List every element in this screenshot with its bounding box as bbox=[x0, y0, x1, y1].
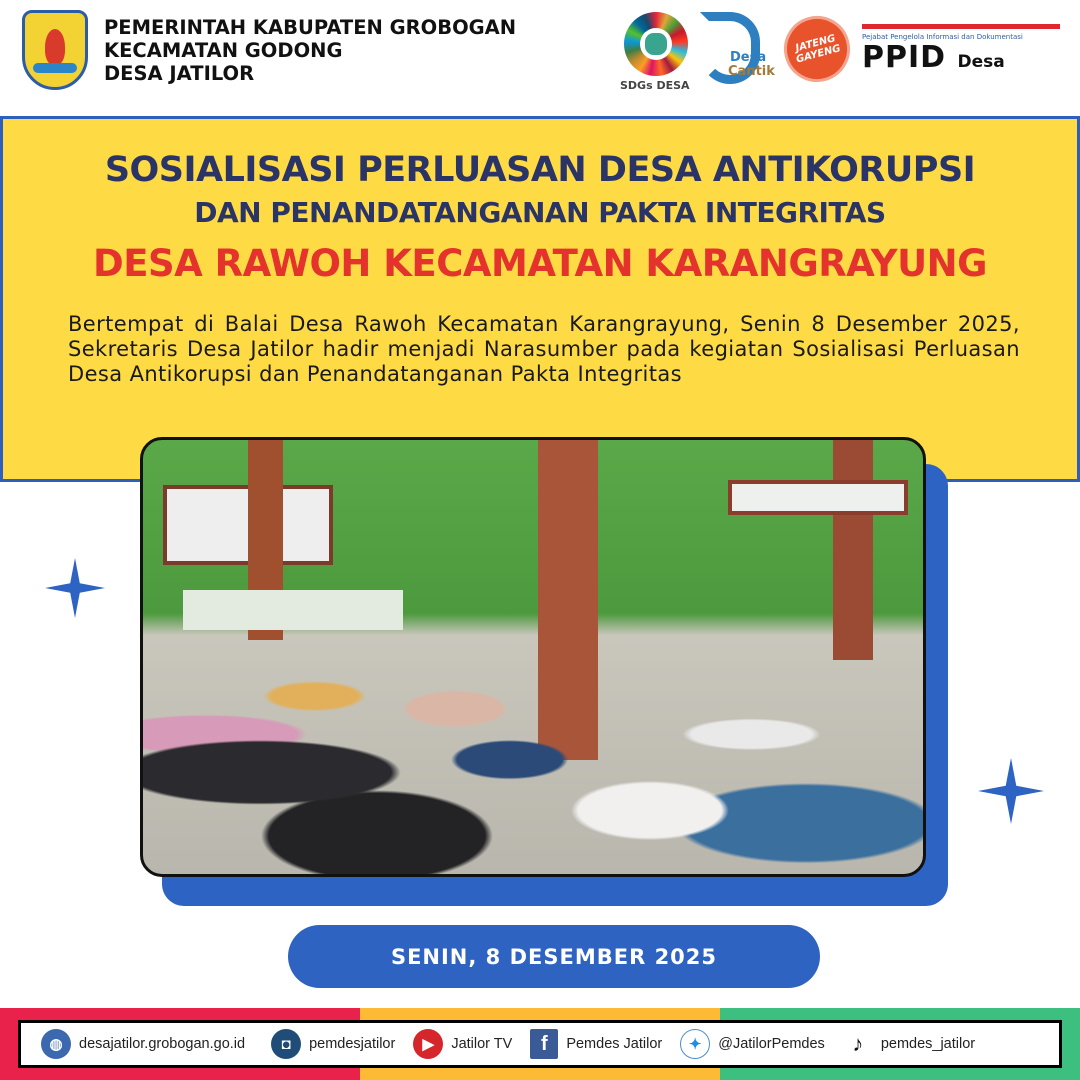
social-links-bar bbox=[18, 1020, 1062, 1068]
org-line-1: PEMERINTAH KABUPATEN GROBOGAN bbox=[104, 16, 517, 39]
instagram-label: pemdesjatilor bbox=[309, 1036, 396, 1052]
tiktok-icon: ♪ bbox=[843, 1029, 873, 1059]
twitter-label: @JatilorPemdes bbox=[718, 1036, 825, 1052]
instagram-icon: ◘ bbox=[271, 1029, 301, 1059]
event-photo bbox=[140, 437, 926, 877]
facebook-icon: f bbox=[530, 1029, 558, 1059]
globe-icon: ◍ bbox=[41, 1029, 71, 1059]
website-label: desajatilor.grobogan.go.id bbox=[79, 1036, 246, 1052]
instagram-link[interactable] bbox=[271, 1029, 395, 1059]
youtube-label: Jatilor TV bbox=[451, 1036, 513, 1052]
org-line-2: KECAMATAN GODONG bbox=[104, 39, 343, 62]
facebook-link[interactable] bbox=[530, 1029, 662, 1059]
facebook-label: Pemdes Jatilor bbox=[566, 1036, 663, 1052]
ppid-text: PPID bbox=[862, 40, 947, 75]
sparkle-star-icon bbox=[978, 758, 1044, 824]
desa-cantik-logo bbox=[700, 12, 775, 84]
youtube-link[interactable] bbox=[413, 1029, 512, 1059]
desa-cantik-text-1: Desa bbox=[730, 50, 767, 65]
sdgs-logo-text: SDGs DESA bbox=[620, 79, 690, 92]
sdgs-logo bbox=[624, 12, 688, 76]
header bbox=[0, 0, 1080, 115]
ppid-subtitle: Pejabat Pengelola Informasi dan Dokumentasi bbox=[862, 33, 1023, 41]
grobogan-crest-logo bbox=[22, 10, 88, 90]
description-text: Bertempat di Balai Desa Rawoh Kecamatan Karangrayung, Senin 8 Desember 2025, Sekretaris Desa Jatilor hadir menjadi Narasumber pada kegiatan Sosialisasi Perluasan Desa Antikorupsi dan Penandatanganan Pakta Integritas bbox=[68, 312, 1020, 386]
date-pill: SENIN, 8 DESEMBER 2025 bbox=[288, 925, 820, 988]
desa-cantik-text-2: Cantik bbox=[728, 64, 775, 79]
sparkle-star-icon bbox=[45, 558, 105, 618]
twitter-link[interactable] bbox=[680, 1029, 825, 1059]
title-line-1: SOSIALISASI PERLUASAN DESA ANTIKORUPSI bbox=[104, 150, 976, 190]
tiktok-label: pemdes_jatilor bbox=[880, 1036, 976, 1052]
website-link[interactable] bbox=[41, 1029, 245, 1059]
title-line-3: DESA RAWOH KECAMATAN KARANGRAYUNG bbox=[93, 242, 987, 285]
org-line-3: DESA JATILOR bbox=[104, 62, 255, 85]
twitter-icon: ✦ bbox=[680, 1029, 710, 1059]
ppid-desa-text: Desa bbox=[957, 52, 1005, 72]
jateng-logo: JATENG GAYENG bbox=[777, 9, 858, 90]
youtube-icon: ▶ bbox=[413, 1029, 443, 1059]
title-line-2: DAN PENANDATANGANAN PAKTA INTEGRITAS bbox=[194, 196, 886, 229]
ppid-logo bbox=[862, 24, 1060, 84]
tiktok-link[interactable] bbox=[843, 1029, 975, 1059]
